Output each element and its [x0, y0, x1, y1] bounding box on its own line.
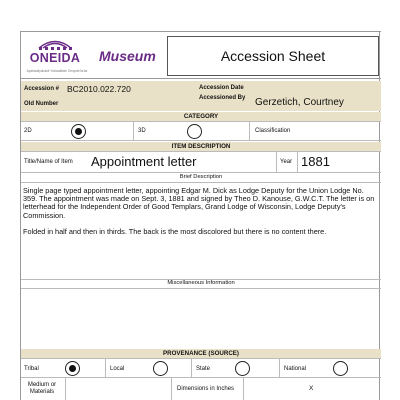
category-header: CATEGORY: [21, 112, 381, 121]
selected-dot-icon: [69, 365, 76, 372]
title-row: [21, 151, 381, 173]
title-field[interactable]: Appointment letter: [91, 154, 197, 169]
divider: [105, 359, 106, 377]
year-field[interactable]: 1881: [301, 154, 330, 169]
category-2d-radio[interactable]: [71, 124, 86, 139]
medium-row: [21, 378, 381, 400]
brief-description-label: Brief Description: [179, 174, 223, 180]
divider: [171, 378, 172, 400]
provenance-local-label: Local: [110, 366, 125, 372]
provenance-national-label: National: [284, 366, 307, 372]
accession-info-band: [21, 81, 381, 111]
provenance-tribal-radio[interactable]: [65, 361, 80, 376]
year-label: Year: [280, 159, 293, 165]
provenance-header: PROVENANCE (SOURCE): [21, 349, 381, 358]
divider: [133, 122, 134, 140]
divider: [249, 122, 250, 140]
brief-description-paragraph: Folded in half and then in thirds. The back is the most discolored but there is no content there.: [23, 227, 327, 236]
accession-number-label: Accession #: [24, 86, 60, 92]
selected-dot-icon: [75, 128, 82, 135]
provenance-tribal-label: Tribal: [24, 366, 39, 372]
title-label: Title/Name of Item: [24, 159, 73, 165]
dimensions-label: Dimensions in Inches: [177, 386, 235, 392]
item-description-header: ITEM DESCRIPTION: [21, 142, 381, 151]
accession-date-label: Accession Date: [199, 85, 244, 91]
sheet-title-box: [167, 36, 379, 76]
divider: [243, 378, 244, 400]
accession-number-field[interactable]: BC2010.022.720: [67, 84, 131, 94]
provenance-row: [21, 358, 381, 378]
provenance-state-label: State: [196, 366, 211, 372]
page-title: Accession Sheet: [220, 48, 326, 64]
divider: [21, 182, 381, 183]
logo-tagline: Ayakwaliyuhaké Yukwaktiwe Onʌyoteʔa:ká: [26, 69, 88, 73]
category-3d-label: 3D: [138, 128, 146, 134]
category-3d-radio[interactable]: [187, 124, 202, 139]
category-2d-label: 2D: [24, 128, 32, 134]
brief-description-field[interactable]: [23, 187, 379, 244]
misc-info-field[interactable]: [21, 288, 381, 348]
museum-label: Museum: [99, 48, 156, 64]
medium-label: Medium or Materials: [27, 382, 57, 395]
dimensions-x-label: X: [309, 385, 314, 392]
accessioned-by-label: Accessioned By: [199, 95, 246, 101]
divider: [191, 359, 192, 377]
category-row: [21, 121, 381, 141]
classification-label: Classification: [255, 128, 291, 134]
divider: [297, 152, 298, 172]
provenance-national-radio[interactable]: [333, 361, 348, 376]
old-number-label: Old Number: [24, 101, 59, 107]
logo-emblem-icon: [25, 35, 85, 51]
provenance-local-radio[interactable]: [153, 361, 168, 376]
logo-wordmark: ONEIDA: [29, 51, 81, 65]
oneida-logo: [25, 35, 95, 79]
sheet-header: [21, 31, 381, 79]
divider: [276, 152, 277, 172]
accession-sheet: [20, 31, 380, 400]
misc-info-label: Miscellaneous Information: [167, 280, 235, 286]
medium-field[interactable]: [66, 378, 170, 400]
provenance-state-radio[interactable]: [235, 361, 250, 376]
divider: [279, 359, 280, 377]
brief-description-paragraph: Single page typed appointment letter, appointing Edgar M. Dick as Lodge Deputy for the Union Lodge No. 359. The appointment was made on Sept. 3, 1881 and signed by Theo D. Kanouse, G.W.C.T. The letter is on letterhead for the Independent Order of Good Templars, Grand Lodge of Wisconsin, Lodge Deputy's Commission.: [23, 186, 375, 220]
accessioned-by-field[interactable]: Gerzetich, Courtney: [255, 97, 344, 108]
